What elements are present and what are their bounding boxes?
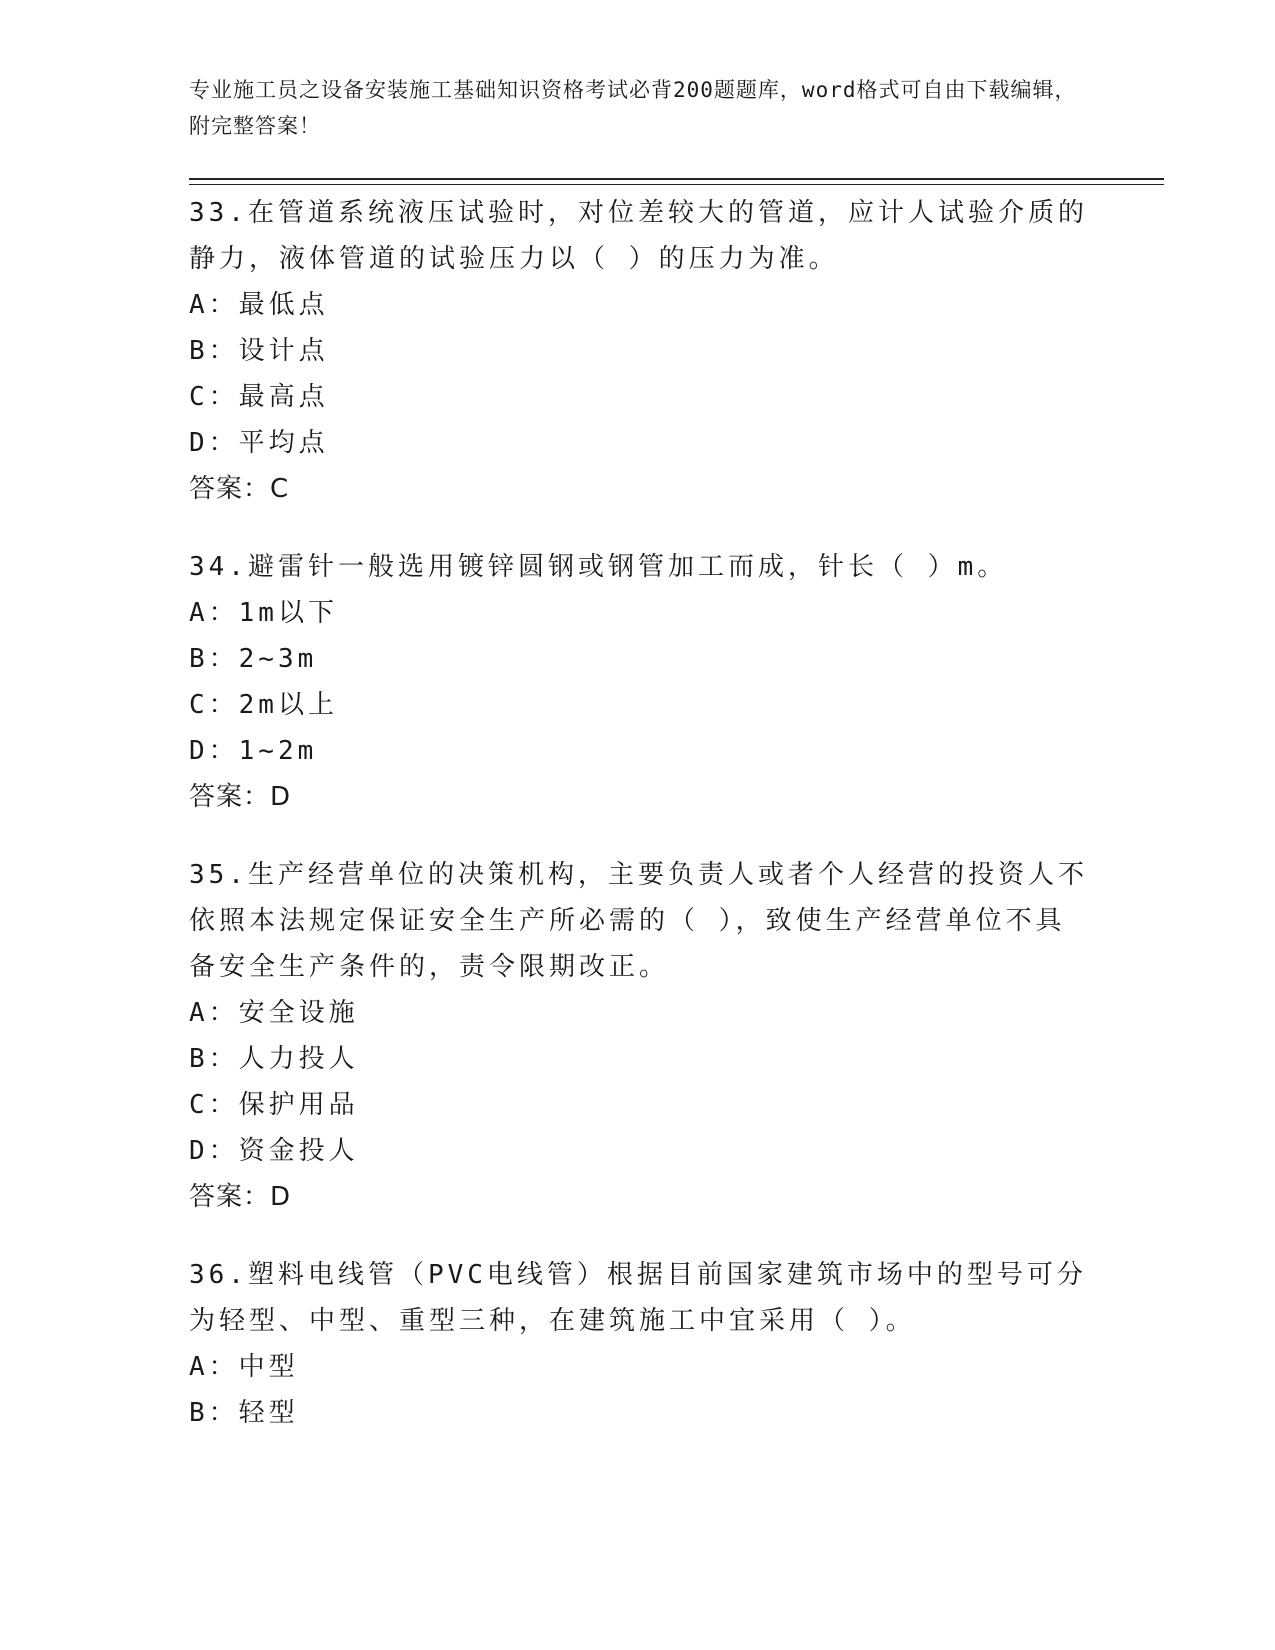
question-34 <box>189 544 1089 820</box>
question-text: 35.生产经营单位的决策机构，主要负责人或者个人经营的投资人不依照本法规定保证安全生产所必需的（ ），致使生产经营单位不具备安全生产条件的，责令限期改正。 <box>189 860 1088 982</box>
question-35 <box>189 852 1089 1220</box>
question-text: 34.避雷针一般选用镀锌圆钢或钢管加工而成，针长（ ）m。 <box>189 552 1008 582</box>
option-b: B：轻型 <box>189 1398 299 1428</box>
question-33 <box>189 190 1089 512</box>
option-d: D：1~2m <box>189 736 318 766</box>
option-c: C：2m以上 <box>189 690 338 720</box>
question-text: 36.塑料电线管（PVC电线管）根据目前国家建筑市场中的型号可分为轻型、中型、重型三种，在建筑施工中宜采用（ ）。 <box>189 1260 1087 1336</box>
option-b: B：2~3m <box>189 644 318 674</box>
option-a: A：安全设施 <box>189 998 359 1028</box>
option-d: D：资金投人 <box>189 1136 359 1166</box>
answer-text: 答案：D <box>189 782 292 812</box>
option-b: B：人力投人 <box>189 1044 359 1074</box>
option-d: D：平均点 <box>189 428 329 458</box>
question-text: 33.在管道系统液压试验时，对位差较大的管道，应计人试验介质的静力，液体管道的试验压力以（ ）的压力为准。 <box>189 198 1088 274</box>
option-b: B：设计点 <box>189 336 329 366</box>
option-a: A：中型 <box>189 1352 299 1382</box>
answer-text: 答案：D <box>189 1182 292 1212</box>
option-c: C：保护用品 <box>189 1090 359 1120</box>
option-c: C：最高点 <box>189 382 329 412</box>
header-divider-thin <box>189 184 1164 185</box>
question-list <box>189 190 1089 1468</box>
option-a: A：最低点 <box>189 290 329 320</box>
question-36 <box>189 1252 1089 1436</box>
option-a: A：1m以下 <box>189 598 338 628</box>
document-header: 专业施工员之设备安装施工基础知识资格考试必背200题题库，word格式可自由下载编辑，附完整答案！ <box>189 78 1077 138</box>
answer-text: 答案：C <box>189 474 290 504</box>
header-divider-thick <box>189 178 1164 180</box>
